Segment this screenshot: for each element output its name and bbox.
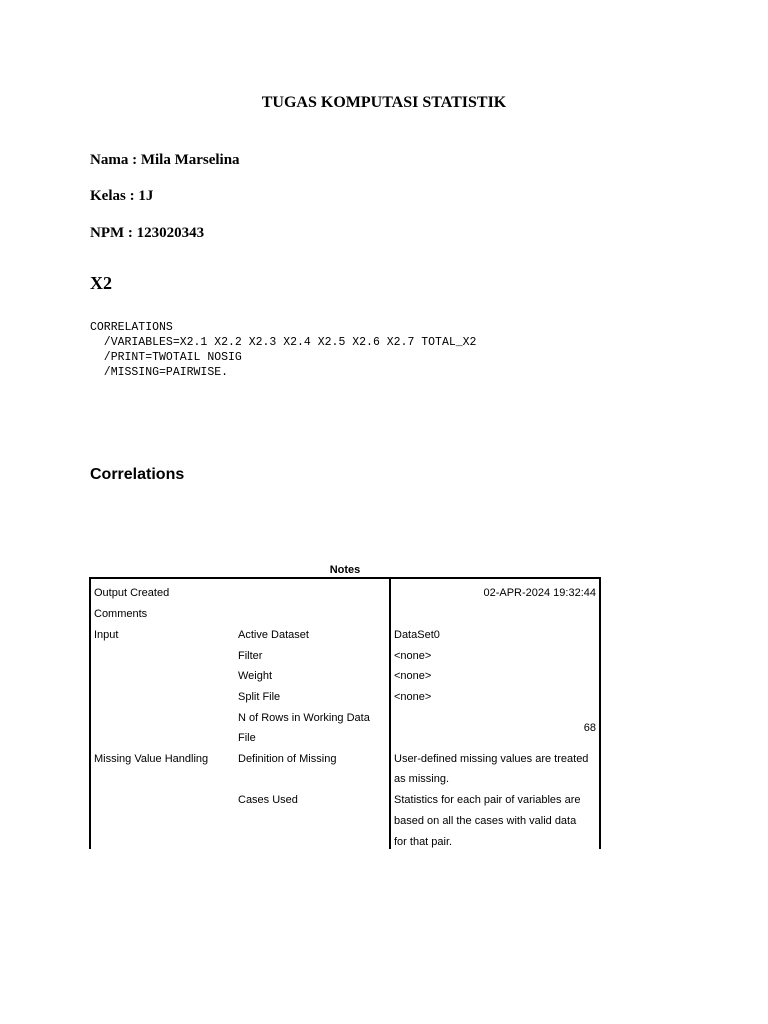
sublabel-weight: Weight <box>238 670 273 682</box>
value-n-rows: 68 <box>583 722 596 734</box>
syntax-line: CORRELATIONS <box>90 321 173 334</box>
value-cases-used: Statistics for each pair of variables are <box>394 794 581 806</box>
row-label-output-created: Output Created <box>94 587 170 599</box>
value-active-dataset: DataSet0 <box>394 629 440 641</box>
notes-column-divider <box>389 577 391 849</box>
page-title: TUGAS KOMPUTASI STATISTIK <box>261 94 507 111</box>
student-class: Kelas : 1J <box>90 188 154 204</box>
value-output-created: 02-APR-2024 19:32:44 <box>483 587 596 599</box>
value-cases-used-cont: based on all the cases with valid data <box>394 815 577 827</box>
value-filter: <none> <box>394 650 432 662</box>
value-cases-used-cont: for that pair. <box>394 836 453 848</box>
value-definition-of-missing-cont: as missing. <box>394 773 450 785</box>
value-weight: <none> <box>394 670 432 682</box>
sublabel-active-dataset: Active Dataset <box>238 629 309 641</box>
syntax-block <box>90 320 476 380</box>
row-label-comments: Comments <box>94 608 148 620</box>
sublabel-split-file: Split File <box>238 691 281 703</box>
sublabel-cases-used: Cases Used <box>238 794 298 806</box>
output-heading: Correlations <box>90 466 185 483</box>
sublabel-n-rows: N of Rows in Working Data <box>238 712 370 724</box>
value-definition-of-missing: User-defined missing values are treated <box>394 753 589 765</box>
section-heading: X2 <box>90 273 112 293</box>
notes-table-caption: Notes <box>329 564 361 576</box>
syntax-line: /MISSING=PAIRWISE. <box>90 366 229 379</box>
sublabel-n-rows-cont: File <box>238 732 256 744</box>
value-split-file: <none> <box>394 691 432 703</box>
row-label-input: Input <box>94 629 119 641</box>
syntax-line: /PRINT=TWOTAIL NOSIG <box>90 351 242 364</box>
syntax-line: /VARIABLES=X2.1 X2.2 X2.3 X2.4 X2.5 X2.6 X2.7 TOTAL_X2 <box>90 336 477 349</box>
student-name: Nama : Mila Marselina <box>90 152 240 168</box>
student-npm: NPM : 123020343 <box>90 225 205 241</box>
sublabel-filter: Filter <box>238 650 263 662</box>
sublabel-definition-of-missing: Definition of Missing <box>238 753 337 765</box>
row-label-missing-value-handling: Missing Value Handling <box>94 753 209 765</box>
